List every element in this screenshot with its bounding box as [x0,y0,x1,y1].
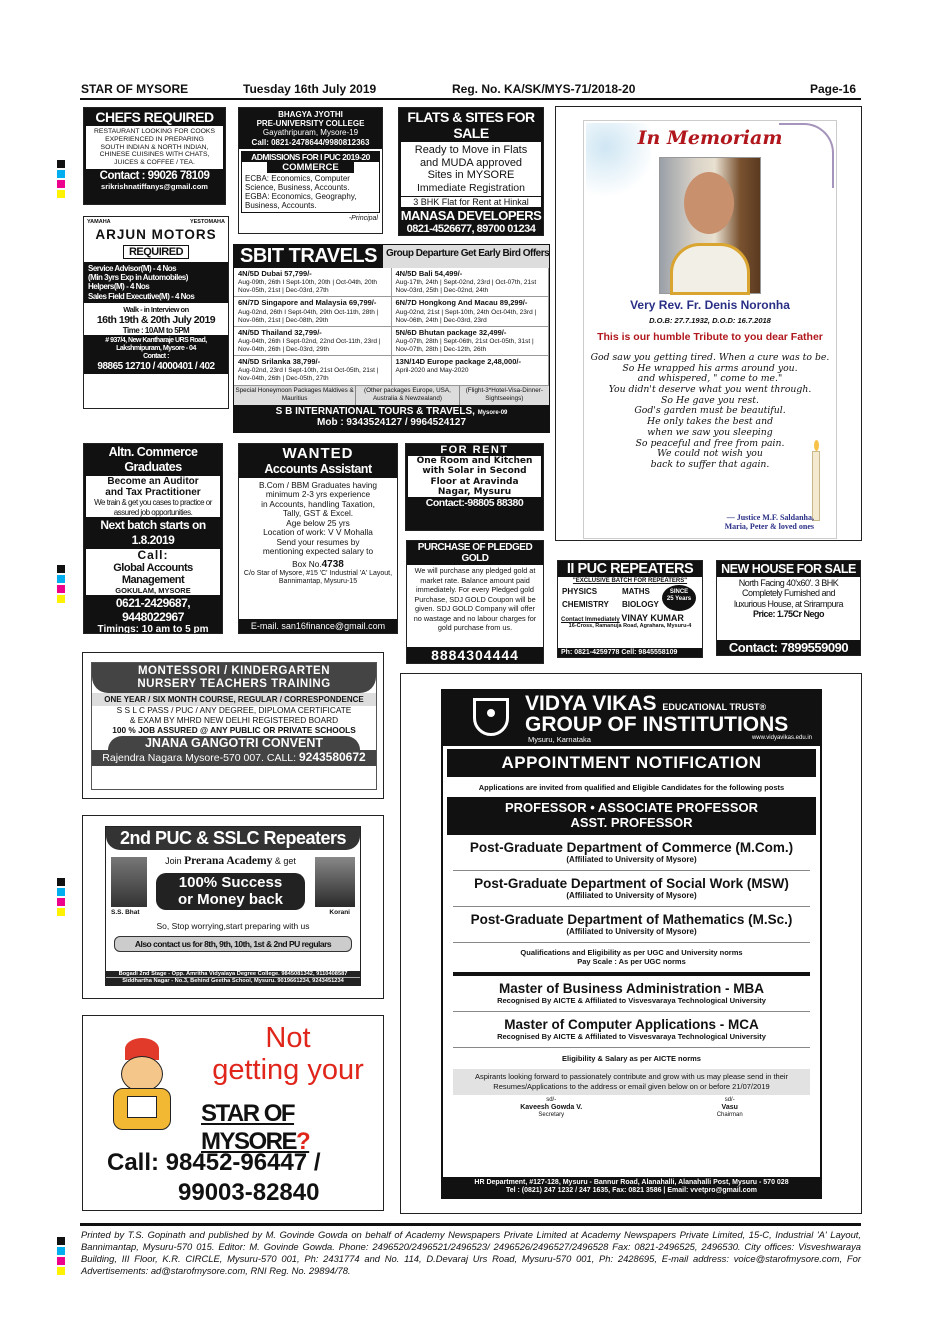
puc-s4-text: BIOLOGY [622,600,659,609]
chefs-body-3-text: CHINESE CUISINES WITH CHATS, [99,151,210,159]
ad-new-house-sale [716,560,861,656]
sbit-packages-7-dates-text: April-2020 and May-2020 [395,367,469,375]
memoriam-from1-text: — Justice M.F. Saldanha, [726,513,814,522]
vidya-qual1-text: Qualifications and Eligibility as per UGC and University norms [520,947,743,957]
sbit-tag-text: Group Departure Get Early Bird Offers [383,245,549,268]
sbit-packages-5-dates-text: Aug-07th, 28th | Sept-06th, 21st Oct-05th, 31st | Nov-07th, 28th | Dec-12th, 26th [395,337,534,353]
ad-prerana-academy [82,815,384,999]
sbit-packages-0-name-text: 4N/5D Dubai 57,799/- [238,269,312,278]
arjun-phone-text: 98865 12710 / 4000401 / 402 [97,360,215,372]
arjun-items-0-text: Service Advisor(M) - 4 Nos [88,264,177,273]
montessori-name-text: JNANA GANGOTRI CONVENT [108,736,360,750]
house-price-text: Price: 1.75Cr Nego [752,609,825,620]
altn-l3-text: We train & get you cases to practice or assured job opportunities. [94,498,212,517]
prerana-s2-text: or Money back [177,891,284,909]
arjun-addr2-text: Lakshmipuram, Mysore - 04 [116,344,196,352]
imprint-line: Printed by T.S. Gopinath and published by M. Govinde Gowda on behalf of Academy Newspapers Private Limited at Academy Newspapers Private Limited, 15-C, Industrial 'A' Layout, Bannimantap, Mysuru-570 015. Editor: M. Govinde Gowda. Phone: 2496520/2496521/2496523/ 2496526/2496527/2496528 Fax: 0821-2496525, 2496530. City offices: Visveshwaraya Building, III Floor, K.R. CIRCLE, Mysuru-570 001, Ph: 2431774 and No. 114, D.Devaraj Urs Road, Mysuru-570 001, Ph: 2428695, E-mail address: voice@starofmysore.com, For Advertisements: ad@starofmysore.com, RNI Reg. No. 29894/78. [81,1229,861,1276]
montessori-l2-text: & EXAM BY MHRD NEW DELHI REGISTERED BOARD [129,714,339,725]
wanted-boxno-text: 4738 [321,558,344,570]
yamaha-logo: YAMAHA [87,219,111,225]
arjun-walk-text: Walk - in Interview on [123,304,189,314]
sbit-packages-5-name-text: 5N/6D Bhutan package 32,499/- [395,327,507,337]
wanted-body-4-text: Age below 25 yrs [286,517,350,528]
vidya-trust-text: EDUCATIONAL TRUST® [662,702,767,712]
sbit-foot-2-text: (Flight-3*Hotel-Visa-Dinner-Sightseeings) [465,386,543,402]
wanted-body-5-text: Location of work: V V Mohalla [263,527,373,538]
arjun-tag-text: YESTOMAHA [189,219,225,225]
vidya-depts-0-s-text: (Affiliated to University of Mysore) [566,854,697,864]
notgetting-q-text: ? [296,1128,310,1155]
montessori-course-text: ONE YEAR / SIX MONTH COURSE, REGULAR / CORRESPONDENCE [92,693,376,706]
ad-arjun-motors [83,216,229,409]
vidya-invite-text: Applications are invited from qualified and Eligible Candidates for the following posts [478,783,785,792]
vidya-posts2-text: ASST. PROFESSOR [570,814,693,830]
altn-call-text: Call: [137,548,169,562]
puc-s1-text: PHYSICS [562,587,598,596]
bhagya-c2-text: EGBA: Economics, Geography, Business, Accounts. [245,192,357,211]
ad-vidya-vikas [400,673,862,1214]
chefs-body-1-text: EXPERIENCED IN PREPARING [105,135,204,143]
memoriam-from2-text: Maria, Peter & loved ones [724,522,814,532]
montessori-t1-text: MONTESSORI / KINDERGARTEN [137,665,331,677]
flats-rent-text: 3 BHK Flat for Rent at Hinkal [401,197,541,207]
flats-phone-text: 0821-4526677, 89700 01234 [406,222,536,235]
flats-reg-text: Immediate Registration [417,181,525,194]
vidya-sig1-text: Kaveesh Gowda V. [520,1104,583,1112]
timings-text: Timings: 10 am to 5 pm [97,624,209,634]
ad-in-memoriam [555,106,862,541]
vidya-n2-text: GROUP OF INSTITUTIONS [525,713,789,736]
prerana-get-text: & get [274,856,296,866]
sbit-packages-7-name-text: 13N/14D Europe package 2,48,000/- [395,357,521,367]
memoriam-poem-9-text: We could not wish you [657,448,763,460]
arjun-items-2-text: Helpers(M) - 4 Nos [88,282,150,292]
vidya-sig2-text: Vasu [721,1104,738,1112]
flats-body-1-text: and MUDA approved [419,156,523,169]
sbit-foot-0-text: Special Honeymoon Packages Maldives & Mauritius [234,386,356,405]
memoriam-poem-8-text: So peaceful and free from pain. [635,437,785,449]
memoriam-poem-7-text: when we saw you sleeping [647,426,773,438]
ad-chefs-required [83,107,226,205]
memoriam-signatories [725,513,814,531]
altn-title-text: Altn. Commerce Graduates [108,445,198,474]
altn-batch-text: Next batch starts on 1.8.2019 [100,518,206,547]
page-number: Page-16 [810,82,857,96]
sbit-packages-3-name-text: 6N/7D Hongkong And Macau 89,299/- [395,298,528,308]
ad-montessori-training [82,652,384,799]
sbit-packages-1-name-text: 4N/5D Bali 54,499/- [395,269,463,278]
issue-date: Tuesday 16th July 2019 [243,82,377,96]
prerana-a2-text: Siddhartha Nagar - No.3, Behind Geetha School, Mysuru. 9019661234, 9243451234 [106,977,360,985]
ad-commerce-graduates [83,443,223,634]
notgetting-l1-text: Not [265,1022,311,1054]
puc-name-text: VINAY KUMAR [621,613,684,623]
ad-title: CHEFS REQUIRED [95,109,214,125]
bhagya-admissions-text: ADMISSIONS FOR I PUC 2019-20 [242,152,379,162]
photo-ss-bhat [111,857,147,907]
vidya-qual2-text: Pay Scale : As per UGC norms [577,956,686,966]
registration-number: Reg. No. KA/SK/MYS-71/2018-20 [452,82,636,96]
altn-l2-text: and Tax Practitioner [105,487,201,498]
vidya-notif-text: APPOINTMENT NOTIFICATION [447,749,816,777]
vidya-web-text: www.vidyavikas.edu.in [751,735,812,741]
notgetting-l2-text: getting your [212,1054,364,1086]
vidya-masters-1-s-text: Recognised By AICTE & Affiliated to Visvesvaraya Technological University [497,1032,766,1042]
ad-flats-sites-sale [398,107,544,236]
contact-phone: Contact : 99026 78109 [99,170,210,183]
tribute-line: This is our humble Tribute to you dear Father [597,331,823,343]
prerana-title-text: 2nd PUC & SSLC Repeaters [106,827,360,850]
altn-phone-text: 0621-2429687, 9448022967 [115,596,191,624]
bhagya-name2-text: PRE-UNIVERSITY COLLEGE [256,119,365,129]
house-title-text: NEW HOUSE FOR SALE [717,561,860,577]
montessori-l3-text: 100 % JOB ASSURED @ ANY PUBLIC OR PRIVATE SCHOOLS [112,724,356,735]
vidya-sd-text: sd/- [546,1097,557,1104]
contact-email: E-mail. san16finance@gmail.com [239,619,397,633]
photo-korani [315,857,355,907]
altn-place-text: GOKULAM, MYSORE [115,586,191,595]
vidya-depts-2-t-text: Post-Graduate Department of Mathematics (M.Sc.) [470,911,793,927]
sbit-packages-6-name-text: 4N/5D Srilanka 38,799/- [238,357,321,367]
vidya-depts-2-s-text: (Affiliated to University of Mysore) [566,926,697,936]
memoriam-poem-4-text: So He gave you rest. [661,394,759,406]
header-rule [80,98,861,100]
vidya-vikas-shield-logo [473,698,509,736]
sbit-city-text: Mysore-09 [477,409,508,416]
prerana-also-text: Also contact us for 8th, 9th, 10th, 1st & 2nd PU regulars [114,936,352,952]
bhagya-addr-text: Gayathripuram, Mysore-19 [262,128,359,138]
house-body-0-text: North Facing 40'x60'. 3 BHK [738,578,839,588]
puc-s3-text: CHEMISTRY [562,600,609,609]
memoriam-poem-10-text: back to suffer that again. [650,458,770,470]
sbit-packages-2-name-text: 6N/7D Singapore and Malaysia 69,799/- [238,298,377,308]
call-number-2: 99003-82840 [178,1179,320,1206]
gold-body-text: We will purchase any pledged gold at market rate. Balance amount paid immediately. For every Pledged gold Purchase, SDJ GOLD Coupon will be given. SDJ GOLD Company will offer no wastage and no labour charges for gold purchase from us. [413,566,537,632]
contact-phone: 8884304444 [407,647,543,663]
vidya-role1-text: Secretary [538,1112,565,1119]
prerana-a1-text: Bogadi 2nd Stage - Opp. Amritha Vidyalaya Degree College. 9845081342, 9110408587 [118,970,348,977]
wanted-title-text: WANTED [282,445,354,462]
vidya-sd-text: sd/- [724,1097,735,1104]
ad-pledged-gold [406,540,544,664]
vidya-masters-1-t-text: Master of Computer Applications - MCA [504,1017,759,1033]
wanted-box-text: Box No. [292,558,322,569]
sbit-foot-1-text: (Other packages Europe, USA, Australia & Newzealand) [356,386,459,405]
vidya-aspire-text: Aspirants looking forward to passionately contribute and grow with us may please send in their Resumes/Applications to the address or email given below on or before 21/07/2019 [453,1069,810,1095]
ad-sbit-travels [233,244,550,433]
rent-body-0-text: One Room and Kitchen [416,456,533,466]
arjun-items-3-text: Sales Field Executive(M) - 4 Nos [88,291,195,301]
deceased-name: Very Rev. Fr. Denis Noronha [630,298,790,312]
vidya-depts-0-t-text: Post-Graduate Department of Commerce (M.Com.) [469,839,794,855]
flats-title-text: FLATS & SITES FOR SALE [407,109,535,141]
memoriam-poem-3-text: You didn't deserve what you went through. [608,384,812,396]
bhagya-stream-text: COMMERCE [267,162,354,173]
rent-title-text: FOR RENT [440,444,509,456]
altn-org-text: Global Accounts Management [113,562,193,586]
rent-body-2-text: Floor at Aravinda [430,476,519,487]
gold-title-text: PURCHASE OF PLEDGED GOLD [407,541,543,565]
vidya-masters-0-s-text: Recognised By AICTE & Affiliated to Visvesvaraya Technological University [497,996,766,1006]
chefs-body-4-text: JUICES & COFFEE / TEA. [114,159,195,167]
wanted-body-6-text: Send your resumes by [276,536,360,547]
chefs-body-2-text: SOUTH INDIAN & NORTH INDIAN, [100,143,209,151]
arjun-dates-text: 16th 19th & 20th July 2019 [96,313,216,326]
puc-contact-text: Contact Immediately [561,617,620,623]
candle-icon [812,451,820,521]
sbit-mob-text: Mob : 9343524127 / 9964524127 [234,417,549,432]
house-body-2-text: luxurious House, at Srirampura [733,598,844,609]
memoriam-poem-2-text: and whispered, " come to me." [637,373,783,385]
paper-name: STAR OF MYSORE [81,82,189,96]
wanted-body-0-text: B.Com / BBM Graduates having [258,479,378,490]
prerana-p1-text: S.S. Bhat [111,909,140,916]
ad-wanted-accounts-assistant [238,443,398,634]
sbit-packages-1-dates-text: Aug-17th, 24th | Sept-02nd, 23rd | Oct-07th, 21st Nov-03rd, 25th | Dec-02nd, 24th [395,279,537,295]
ad-bhagya-jyothi-college [238,107,383,234]
puc-since-text: SINCE [669,589,689,595]
puc-years-text: 25 Years [666,595,692,602]
house-contact-text: Contact: 7899559090 [717,640,860,655]
ad-puc-repeaters [557,560,703,658]
vidya-role2-text: Chairman [716,1112,743,1119]
sbit-title-text: SBIT TRAVELS [240,245,377,267]
flats-dev-text: MANASA DEVELOPERS [400,207,542,223]
notgetting-brand-text: STAR OF MYSORE [201,1100,297,1155]
sbit-packages-3-dates-text: Aug-02nd, 21st | Sept-10th, 24th Oct-04th, 23rd | Nov-06th, 24th | Dec-03rd, 23rd [395,308,537,324]
prerana-join-text: Join [165,856,182,866]
arjun-req-text: REQUIRED [123,245,189,259]
sbit-packages-4-name-text: 4N/5D Thailand 32,799/- [238,327,322,337]
sbit-packages-2-dates-text: Aug-02nd, 26th I Sept-04th, 29th Oct-11th, 28th | Nov-06th, 21st | Dec-08th, 29th [238,308,379,324]
wanted-body-7-text: mentioning expected salary to [262,546,374,557]
rent-contact-text: Contact:-98805 88380 [425,497,524,510]
bhagya-call-text: Call: 0821-2478644/9980812363 [251,137,370,147]
arjun-contact-text: Contact : [143,352,169,360]
poem [584,353,836,471]
flats-body-0-text: Ready to Move in Flats [414,144,528,156]
ad-not-getting-star-of-mysore [82,1015,384,1211]
rent-body-1-text: with Solar in Second [422,466,527,477]
wanted-body-1-text: minimum 2-3 yrs experience [265,489,371,500]
puc-phone-text: Ph: 0821-4259778 Cell: 9845558109 [558,648,702,657]
arjun-items-1-text: (Min 3yrs Exp in Automobiles) [88,273,188,283]
bhagya-name1-text: BHAGYA JYOTHI [278,110,343,119]
ad-body [86,126,223,169]
mascot-illustration [97,1038,187,1133]
vidya-depts-1-t-text: Post-Graduate Department of Social Work (MSW) [474,875,789,891]
ad-for-rent [405,443,544,531]
memoriam-poem-0-text: God saw you getting tired. When a cure was to be. [590,352,830,363]
contact-email: srikrishnatiffanys@gmail.com [101,182,208,192]
rent-body-3-text: Nagar, Mysuru [437,487,512,498]
flats-body-2-text: Sites in MYSORE [427,169,515,182]
vidya-masters-0-t-text: Master of Business Administration - MBA [498,981,765,997]
wanted-addr-text: C/o Star of Mysore, #15 'C' Industrial 'A' Layout, Bannimantap, Mysuru-15 [243,570,393,586]
arjun-time-text: Time : 10AM to 5PM [122,325,190,335]
star-of-mysore-logo [201,1100,383,1156]
vidya-place-text: Mysuru, Karnataka [528,735,591,744]
sbit-packages-6-dates-text: Aug-02nd, 23rd I Sept-10th, 21st Oct-05th, 21st | Nov-04th, 26th | Dec-05th, 27th [238,367,379,383]
house-body-1-text: Completely Furnished and [741,588,836,599]
montessori-addr-text: Rajendra Nagara Mysore-570 007. CALL: [102,752,297,765]
footer-rule [80,1223,861,1226]
memoriam-poem-5-text: God's garden must be beautiful. [634,405,786,417]
vidya-elig-text: Eligibility & Salary as per AICTE norms [562,1054,701,1064]
wanted-role-text: Accounts Assistant [264,462,372,477]
puc-addr-text: 16-Cross, Ramanuja Road, Agrahara, Mysuru-4 [568,623,692,629]
prerana-s1-text: 100% Success [178,874,283,891]
chefs-body-0-text: RESTAURANT LOOKING FOR COOKS [94,128,215,135]
montessori-phone-text: 9243580672 [298,750,366,765]
bhagya-c1-text: ECBA: Economics, Computer Science, Business, Accounts. [245,173,350,192]
bhagya-sign-text: -Principal [348,214,378,222]
prerana-acad-text: Prerana Academy [184,855,273,867]
montessori-t2-text: NURSERY TEACHERS TRAINING [137,678,331,691]
altn-l1-text: Become an Auditor [107,476,199,487]
puc-s2-text: MATHS [622,587,650,596]
prerana-stop-text: So, Stop worrying,start preparing with us [156,921,310,931]
vidya-addr-text: HR Department, #127-128, Mysuru - Bannur Road, Alanahalli, Alanahalli Post, Mysuru - 570 028 [474,1178,789,1186]
vidya-n1-text: VIDYA VIKAS [525,692,657,715]
puc-excl-text: "EXCLUSIVE BATCH FOR REPEATERS" [572,578,688,584]
vidya-posts1-text: PROFESSOR • ASSOCIATE PROFESSOR [504,800,759,815]
wanted-body-3-text: Tally, GST & Excel. [282,508,354,519]
life-dates: D.O.B: 27.7.1932, D.O.D: 16.7.2018 [649,316,771,325]
arjun-addr1-text: # 937/4, New Kantharaje URS Road, [105,336,207,344]
sbit-company-text: S B INTERNATIONAL TOURS & TRAVELS, [275,405,475,417]
memoriam-title: In Memoriam [637,127,783,149]
arjun-name-text: ARJUN MOTORS [95,227,217,242]
montessori-l1-text: S S L C PASS / PUC / ANY DEGREE, DIPLOMA CERTIFICATE [116,705,352,716]
puc-title-text: II PUC REPEATERS [558,561,702,577]
call-number: Call: 98452-96447 / [107,1149,321,1176]
sbit-packages-4-dates-text: Aug-04th, 26th I Sept-02nd, 22nd Oct-11th, 23rd | Nov-04th, 26th | Dec-03rd, 29th [238,337,381,353]
vidya-tel-text: Tel : (0821) 247 1232 / 247 1635, Fax: 0821 3586 | Email: vvetpro@gmail.com [505,1186,758,1194]
memoriam-poem-1-text: So He wrapped his arms around you. [622,362,798,374]
memoriam-poem-6-text: He only takes the best and [646,416,774,428]
package-grid [234,268,549,386]
prerana-p2-text: Korani [329,909,350,916]
sbit-packages-0-dates-text: Aug-09th, 26th I Sept-10th, 20th | Oct-04th, 20th Nov-05th, 21st | Dec-03rd, 27th [238,279,378,295]
portrait-photo [659,157,761,294]
vidya-depts-1-s-text: (Affiliated to University of Mysore) [566,890,697,900]
wanted-body-2-text: in Accounts, handling Taxation, [261,498,375,509]
